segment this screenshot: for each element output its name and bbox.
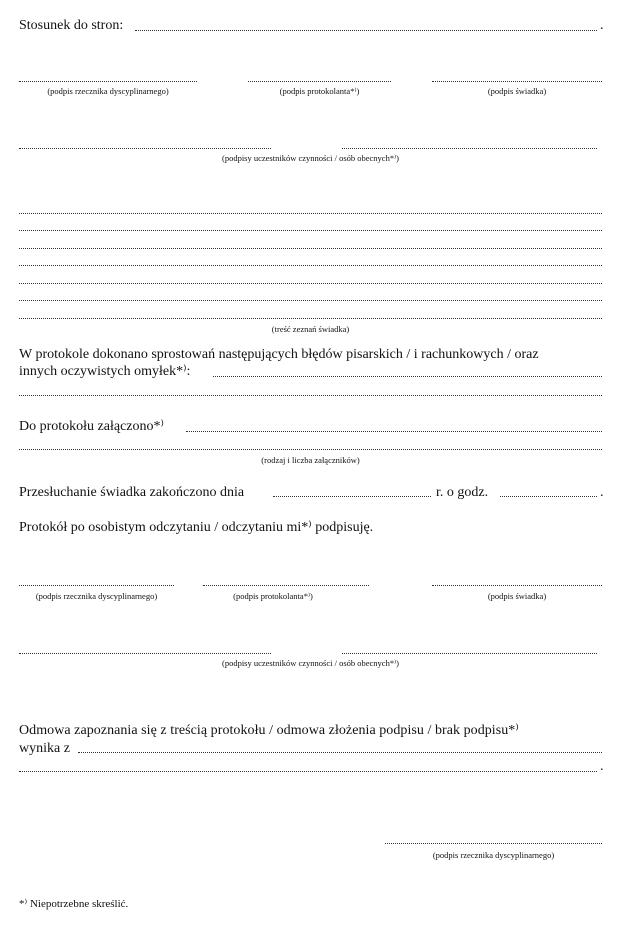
conclusion-time-field[interactable] <box>500 496 597 497</box>
participants-signature-line-left[interactable] <box>19 148 271 149</box>
witness-signature-line[interactable] <box>432 81 602 82</box>
attachments-caption: (rodzaj i liczba załączników) <box>261 455 360 465</box>
signed-statement: Protokół po osobistym odczytaniu / odczytaniu mi*⁾ podpisuję. <box>19 520 374 535</box>
testimony-line[interactable] <box>19 213 602 214</box>
testimony-line[interactable] <box>19 230 602 231</box>
recorder-signature-line[interactable] <box>203 585 369 586</box>
testimony-line[interactable] <box>19 248 602 249</box>
witness-signature-caption: (podpis świadka) <box>487 86 547 96</box>
testimony-line[interactable] <box>19 318 602 319</box>
testimony-caption: (treść zeznań świadka) <box>271 324 350 334</box>
testimony-line[interactable] <box>19 265 602 266</box>
conclusion-text: Przesłuchanie świadka zakończono dnia <box>19 485 245 500</box>
conclusion-date-field[interactable] <box>273 496 431 497</box>
testimony-line[interactable] <box>19 300 602 301</box>
corrections-field-continued[interactable] <box>19 395 602 396</box>
final-spokesman-signature-caption: (podpis rzecznika dyscyplinarnego) <box>432 850 555 860</box>
corrections-text-line1: W protokole dokonano sprostowań następujących błędów pisarskich / i rachunkowych / oraz <box>19 347 539 362</box>
spokesman-signature-line[interactable] <box>19 81 197 82</box>
corrections-text-line2: innych oczywistych omyłek*⁾: <box>19 364 191 379</box>
attachments-field[interactable] <box>186 431 602 432</box>
final-spokesman-signature-line[interactable] <box>385 843 602 844</box>
testimony-line[interactable] <box>19 283 602 284</box>
participants-signature-caption: (podpisy uczestników czynności / osób obecnych*⁾) <box>221 153 399 163</box>
refusal-reason-field[interactable] <box>78 752 602 753</box>
relation-to-parties-field[interactable] <box>135 30 597 31</box>
spokesman-signature-caption: (podpis rzecznika dyscyplinarnego) <box>47 86 169 96</box>
witness-signature-line[interactable] <box>432 585 602 586</box>
recorder-signature-caption: (podpis protokolanta*⁾) <box>233 591 313 601</box>
relation-to-parties-label: Stosunek do stron: <box>19 18 124 33</box>
attachments-field-continued[interactable] <box>19 449 602 450</box>
participants-signature-line-right[interactable] <box>342 653 597 654</box>
period: . <box>600 759 604 774</box>
attachments-label: Do protokołu załączono*⁾ <box>19 419 164 434</box>
refusal-reason-field-continued[interactable] <box>19 771 597 772</box>
recorder-signature-caption: (podpis protokolanta*⁾) <box>279 86 360 96</box>
recorder-signature-line[interactable] <box>248 81 391 82</box>
refusal-reason-label: wynika z <box>19 741 70 756</box>
conclusion-time-label: r. o godz. <box>436 485 489 500</box>
participants-signature-caption: (podpisy uczestników czynności / osób obecnych*⁾) <box>221 658 399 668</box>
spokesman-signature-line[interactable] <box>19 585 174 586</box>
footnote: *⁾ Niepotrzebne skreślić. <box>19 898 129 910</box>
period: . <box>600 18 604 33</box>
period: . <box>600 485 604 500</box>
participants-signature-line-right[interactable] <box>342 148 597 149</box>
refusal-text: Odmowa zapoznania się z treścią protokołu / odmowa złożenia podpisu / brak podpisu*⁾ <box>19 723 519 738</box>
participants-signature-line-left[interactable] <box>19 653 271 654</box>
spokesman-signature-caption: (podpis rzecznika dyscyplinarnego) <box>35 591 158 601</box>
corrections-field[interactable] <box>213 376 602 377</box>
witness-signature-caption: (podpis świadka) <box>487 591 547 601</box>
